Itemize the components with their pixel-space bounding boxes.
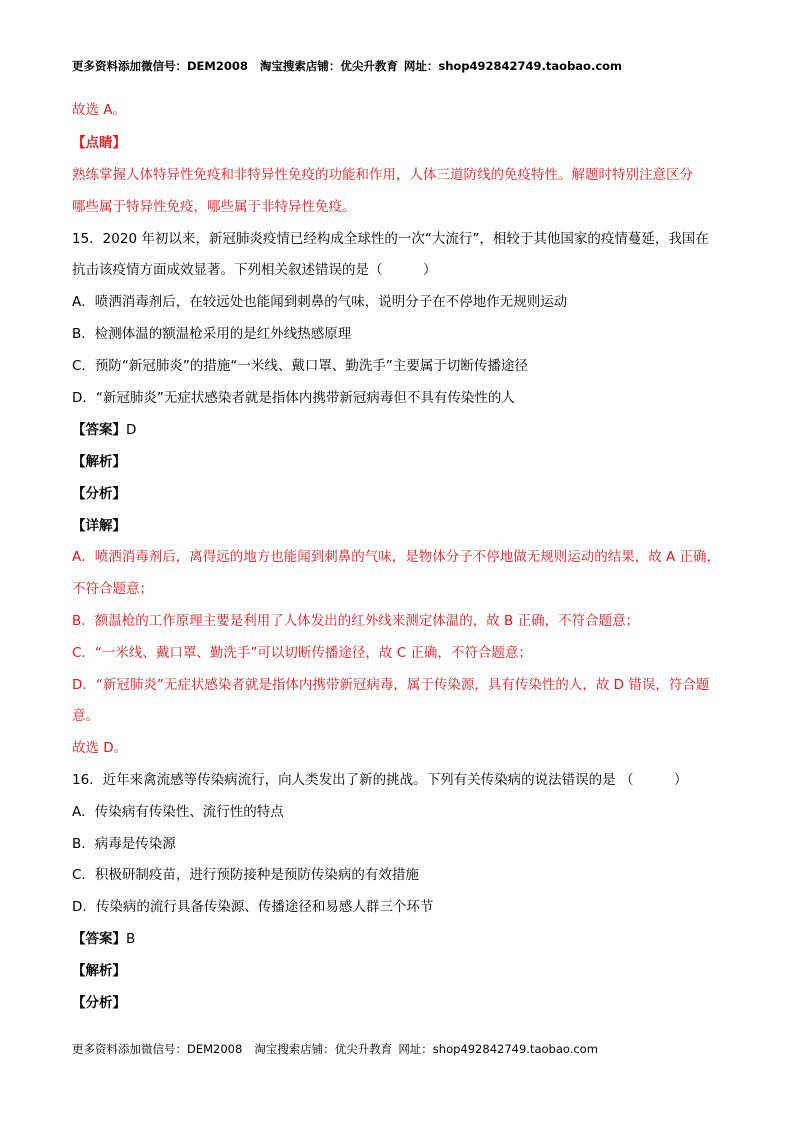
q15-fenxi-label: 【分析】 — [72, 486, 126, 502]
q15-option-b: B．检测体温的额温枪采用的是红外线热感原理 — [72, 326, 352, 342]
q16-answer-value: B — [126, 931, 136, 947]
q16-option-c: C．积极研制疫苗，进行预防接种是预防传染病的有效措施 — [72, 867, 419, 883]
q15-option-c: C．预防“新冠肺炎”的措施“一米线、戴口罩、勤洗手”主要属于切断传播途径 — [72, 358, 528, 374]
footer-wechat: 更多资料添加微信号：DEM2008 — [72, 1042, 243, 1056]
header-wechat: 更多资料添加微信号：DEM2008 — [72, 59, 248, 73]
q15-final: 故选 D。 — [72, 740, 128, 756]
q15-detail-d-line-2: 意。 — [72, 708, 99, 724]
q16-answer-label: 【答案】 — [72, 931, 126, 947]
q15-option-a: A．喷洒消毒剂后，在较远处也能闻到刺鼻的气味，说明分子在不停地作无规则运动 — [72, 294, 568, 310]
q15-detail-a-line-2: 不符合题意； — [72, 581, 153, 597]
footer-url: 网址：shop492842749.taobao.com — [398, 1042, 598, 1056]
q15-stem-line-2: 抗击该疫情方面成效显著。下列相关叙述错误的是（ ） — [72, 262, 437, 278]
page-header — [72, 58, 622, 74]
footer-shop: 淘宝搜索店铺：优尖升教育 — [254, 1042, 393, 1056]
q16-answer — [72, 930, 135, 948]
q15-analysis-label: 【解析】 — [72, 454, 126, 470]
comment-label: 【点睛】 — [72, 135, 126, 151]
q15-detail-a-line-1: A．喷洒消毒剂后，离得远的地方也能闻到刺鼻的气味，是物体分子不停地做无规则运动的结果，故 A 正确， — [72, 549, 721, 565]
q15-detail-label: 【详解】 — [72, 518, 126, 534]
q15-detail-b: B．额温枪的工作原理主要是利用了人体发出的红外线来测定体温的，故 B 正确，不符合题意； — [72, 613, 640, 629]
q15-detail-d-line-1: D．“新冠肺炎”无症状感染者就是指体内携带新冠病毒，属于传染源，具有传染性的人，故 D 错误，符合题 — [72, 677, 710, 693]
q15-answer — [72, 421, 136, 439]
prev-answer-line: 故选 A。 — [72, 102, 127, 118]
comment-line-1: 熟练掌握人体特异性免疫和非特异性免疫的功能和作用，人体三道防线的免疫特性。解题时特别注意区分 — [72, 167, 693, 183]
q15-answer-value: D — [126, 422, 137, 438]
q16-option-b: B．病毒是传染源 — [72, 836, 176, 852]
comment-line-2: 哪些属于特异性免疫，哪些属于非特异性免疫。 — [72, 199, 356, 215]
q16-stem: 16．近年来禽流感等传染病流行，向人类发出了新的挑战。下列有关传染病的说法错误的是 （ ） — [72, 772, 688, 788]
q16-fenxi-label: 【分析】 — [72, 995, 126, 1011]
header-shop: 淘宝搜索店铺：优尖升教育 — [259, 59, 398, 73]
q16-analysis-label: 【解析】 — [72, 963, 126, 979]
page-footer — [72, 1041, 598, 1057]
q16-option-a: A．传染病有传染性、流行性的特点 — [72, 804, 284, 820]
q16-option-d: D．传染病的流行具备传染源、传播途径和易感人群三个环节 — [72, 899, 434, 915]
q15-detail-c: C．“一米线、戴口罩、勤洗手”可以切断传播途径，故 C 正确，不符合题意； — [72, 645, 532, 661]
q15-option-d: D．“新冠肺炎”无症状感染者就是指体内携带新冠病毒但不具有传染性的人 — [72, 390, 515, 406]
q15-answer-label: 【答案】 — [72, 422, 126, 438]
q15-stem-line-1: 15．2020 年初以来，新冠肺炎疫情已经构成全球性的一次“大流行”，相较于其他国家的疫情蔓延，我国在 — [72, 231, 709, 247]
header-url: 网址：shop492842749.taobao.com — [403, 59, 623, 73]
